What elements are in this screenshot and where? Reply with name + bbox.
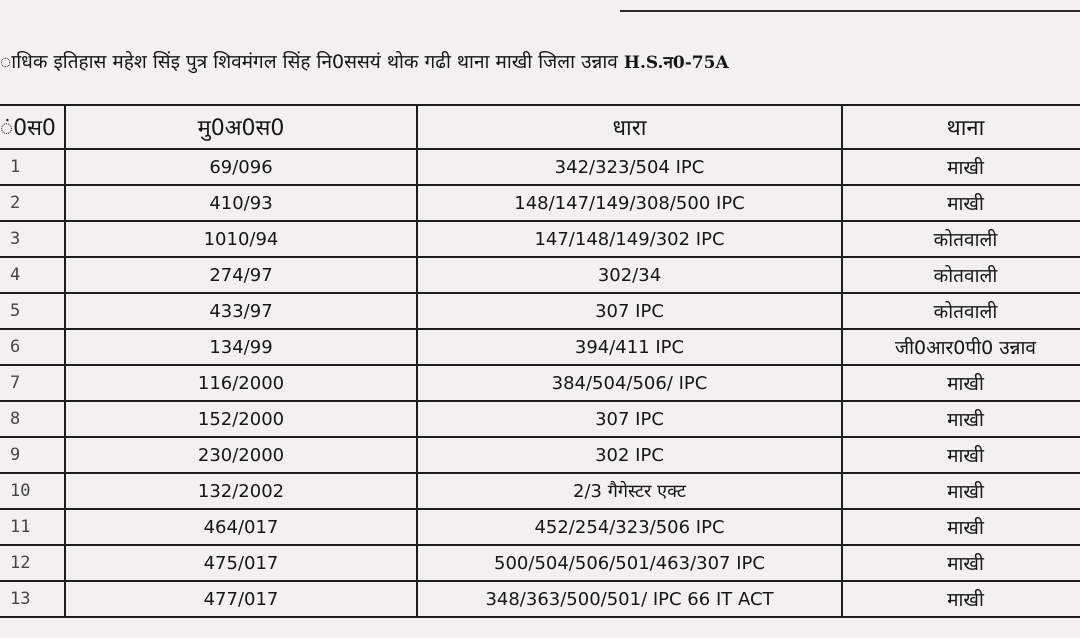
- cell-serial-number: 7: [0, 365, 65, 401]
- table-row: [0, 257, 1080, 293]
- cell-police-station: माखी: [842, 545, 1080, 581]
- header-section: धारा: [417, 105, 842, 149]
- table-header-row: [0, 105, 1080, 149]
- table-row: [0, 365, 1080, 401]
- cell-case-number: 1010/94: [65, 221, 417, 257]
- cell-police-station: माखी: [842, 149, 1080, 185]
- table-row: [0, 581, 1080, 617]
- cell-section: 348/363/500/501/ IPC 66 IT ACT: [417, 581, 842, 617]
- criminal-history-table: [0, 104, 1080, 618]
- cell-case-number: 152/2000: [65, 401, 417, 437]
- cell-police-station: कोतवाली: [842, 293, 1080, 329]
- cell-police-station: माखी: [842, 509, 1080, 545]
- cell-section: 302 IPC: [417, 437, 842, 473]
- header-police-station: थाना: [842, 105, 1080, 149]
- cell-police-station: कोतवाली: [842, 221, 1080, 257]
- cell-serial-number: 11: [0, 509, 65, 545]
- cell-section: 342/323/504 IPC: [417, 149, 842, 185]
- cell-section: 384/504/506/ IPC: [417, 365, 842, 401]
- cell-serial-number: 1: [0, 149, 65, 185]
- cell-case-number: 116/2000: [65, 365, 417, 401]
- cell-police-station: माखी: [842, 185, 1080, 221]
- cell-serial-number: 9: [0, 437, 65, 473]
- cell-section: 2/3 गैगेस्टर एक्ट: [417, 473, 842, 509]
- cell-section: 307 IPC: [417, 293, 842, 329]
- cell-case-number: 475/017: [65, 545, 417, 581]
- cell-serial-number: 5: [0, 293, 65, 329]
- cell-police-station: माखी: [842, 365, 1080, 401]
- cell-police-station: माखी: [842, 473, 1080, 509]
- cell-section: 148/147/149/308/500 IPC: [417, 185, 842, 221]
- cell-section: 500/504/506/501/463/307 IPC: [417, 545, 842, 581]
- cell-section: 307 IPC: [417, 401, 842, 437]
- cell-case-number: 464/017: [65, 509, 417, 545]
- document-heading: [0, 40, 1080, 84]
- table-row: [0, 185, 1080, 221]
- cell-police-station: माखी: [842, 437, 1080, 473]
- heading-text: ाधिक इतिहास महेश सिंइ पुत्र शिवमंगल सिंह नि0ससयं थोक गढी थाना माखी जिला उन्नाव: [0, 51, 618, 73]
- cell-serial-number: 8: [0, 401, 65, 437]
- cell-police-station: माखी: [842, 401, 1080, 437]
- table-row: [0, 401, 1080, 437]
- cell-serial-number: 2: [0, 185, 65, 221]
- table-row: [0, 437, 1080, 473]
- table-row: [0, 149, 1080, 185]
- cell-case-number: 134/99: [65, 329, 417, 365]
- cell-serial-number: 13: [0, 581, 65, 617]
- cell-police-station: जी0आर0पी0 उन्नाव: [842, 329, 1080, 365]
- cell-police-station: माखी: [842, 581, 1080, 617]
- top-border-line: [620, 10, 1080, 12]
- cell-serial-number: 4: [0, 257, 65, 293]
- table-row: [0, 545, 1080, 581]
- cell-serial-number: 10: [0, 473, 65, 509]
- hs-number: H.S.न0-75A: [623, 53, 729, 73]
- cell-case-number: 477/017: [65, 581, 417, 617]
- cell-serial-number: 6: [0, 329, 65, 365]
- cell-case-number: 410/93: [65, 185, 417, 221]
- header-serial-number: ं0स0: [0, 105, 65, 149]
- cell-case-number: 274/97: [65, 257, 417, 293]
- cell-case-number: 230/2000: [65, 437, 417, 473]
- table-body: [0, 149, 1080, 617]
- table-row: [0, 329, 1080, 365]
- cell-case-number: 69/096: [65, 149, 417, 185]
- cell-section: 394/411 IPC: [417, 329, 842, 365]
- cell-section: 147/148/149/302 IPC: [417, 221, 842, 257]
- cell-section: 302/34: [417, 257, 842, 293]
- cell-case-number: 132/2002: [65, 473, 417, 509]
- table-row: [0, 221, 1080, 257]
- cell-case-number: 433/97: [65, 293, 417, 329]
- table-row: [0, 473, 1080, 509]
- table-row: [0, 293, 1080, 329]
- cell-section: 452/254/323/506 IPC: [417, 509, 842, 545]
- cell-serial-number: 3: [0, 221, 65, 257]
- cell-serial-number: 12: [0, 545, 65, 581]
- header-case-number: मु0अ0स0: [65, 105, 417, 149]
- cell-police-station: कोतवाली: [842, 257, 1080, 293]
- table-row: [0, 509, 1080, 545]
